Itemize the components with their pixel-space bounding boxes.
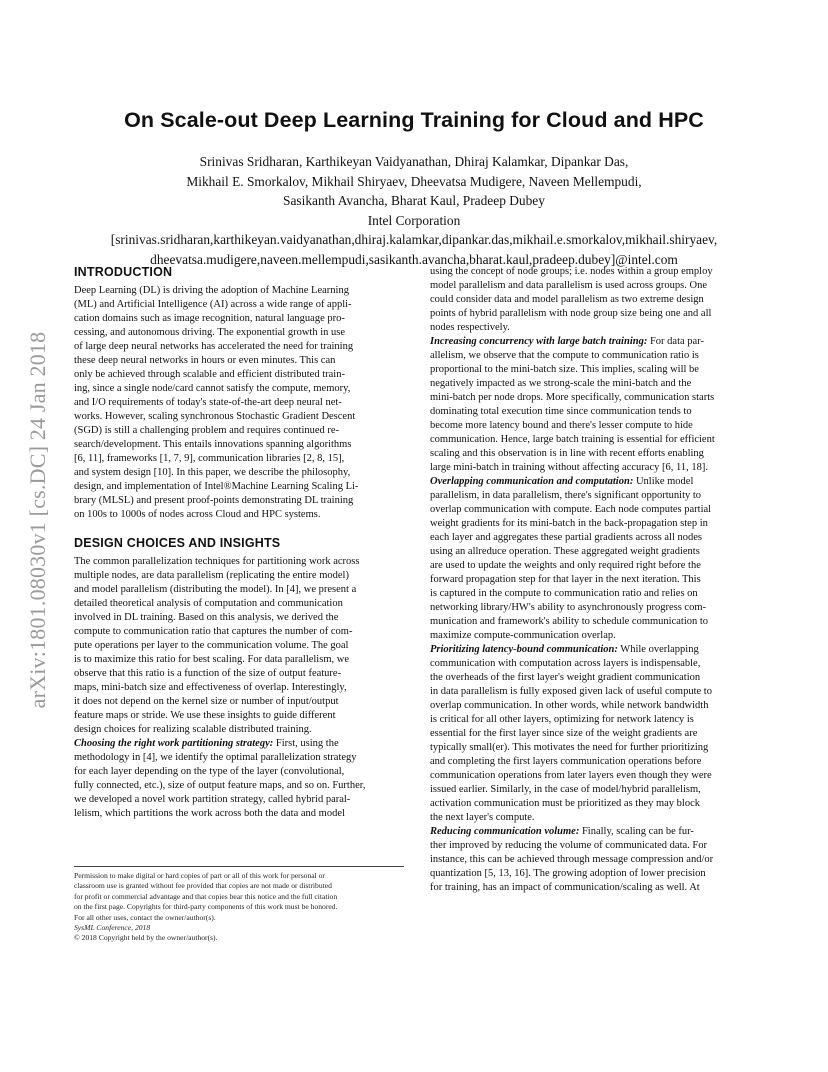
text-line: communication with computation across layers is indispensable, — [430, 658, 701, 669]
introduction-heading: INTRODUCTION — [74, 265, 173, 279]
line-text: First, using the — [273, 738, 339, 749]
text-line: lelism, which partitions the work across both the data and model — [74, 808, 345, 819]
text-line: Deep Learning (DL) is driving the adoption of Machine Learning — [74, 285, 349, 296]
text-line: cessing, and autonomous driving. The exponential growth in use — [74, 327, 346, 338]
text-line: allelism, we observe that the compute to communication ratio is — [430, 350, 699, 361]
line-text: While overlapping — [617, 644, 699, 655]
line-text: For data par- — [647, 336, 704, 347]
text-line: (ML) and Artificial Intelligence (AI) across a wide range of appli- — [74, 299, 352, 310]
text-line: weight gradients for its mini-batch in the back-propagation step in — [430, 518, 708, 529]
line-text: Unlike model — [633, 476, 694, 487]
text-line: parallelism, in data parallelism, there's significant opportunity to — [430, 490, 702, 501]
node-groups-paragraph — [430, 265, 755, 335]
author-block — [80, 152, 748, 269]
text-line: and model parallelism (distributing the model). In [4], we present a — [74, 584, 357, 595]
text-line: each layer and aggregates these partial gradients across all nodes — [430, 532, 703, 543]
large-batch-paragraph — [430, 335, 755, 475]
text-line: negatively impacted as we strong-scale the mini-batch and the — [430, 378, 692, 389]
text-line: (SGD) is still a challenging problem and requires continued re- — [74, 425, 340, 436]
text-line: overlap communication with compute. Each node computes partial — [430, 504, 712, 515]
text-line — [430, 643, 755, 657]
text-line: design choices for realizing scalable distributed training. — [74, 724, 312, 735]
text-line: and I/O requirements of today's state-of-the-art deep neural net- — [74, 397, 342, 408]
text-line: these deep neural networks in hours or even minutes. This can — [74, 355, 336, 366]
text-line: for profit or commercial advantage and that copies bear this notice and the full citation — [74, 891, 338, 901]
introduction-paragraph — [74, 284, 400, 522]
text-line: model parallelism and data parallelism is used across groups. One — [430, 280, 708, 291]
arxiv-id-text: arXiv:1801.08030v1 [cs.DC] 24 Jan 2018 — [25, 331, 50, 709]
text-line: and system design [10]. In this paper, we describe the philosophy, — [74, 467, 351, 478]
text-line: dominating total execution time since communication tends to — [430, 406, 692, 417]
text-line: methodology in [4], we identify the optimal parallelization strategy — [74, 752, 357, 763]
text-line: activation communication must be prioritized as they may block — [430, 798, 701, 809]
text-line: is critical for all other layers, optimizing for network latency is — [430, 714, 694, 725]
affiliation: Intel Corporation — [367, 212, 461, 228]
text-line: it does not depend on the kernel size or number of input/output — [74, 696, 339, 707]
author-line: Srinivas Sridharan, Karthikeyan Vaidyanathan, Dhiraj Kalamkar, Dipankar Das, — [199, 154, 629, 169]
latency-paragraph — [430, 643, 755, 825]
copyright-notice: © 2018 Copyright held by the owner/author(s). — [74, 933, 218, 943]
text-line: Permission to make digital or hard copies of part or all of this work for personal or — [74, 871, 325, 880]
text-line: essential for the first layer since size of the weight gradients are — [430, 728, 698, 739]
text-line: is to maximize this ratio for best scaling. For data parallelism, we — [74, 654, 349, 665]
run-in-heading: Increasing concurrency with large batch training: — [430, 336, 648, 347]
text-line: detailed theoretical analysis of computation and communication — [74, 598, 343, 609]
permission-footnote — [74, 866, 404, 944]
arxiv-identifier-stamp — [20, 270, 56, 770]
left-column — [74, 265, 400, 821]
author-line: Mikhail E. Smorkalov, Mikhail Shiryaev, Dheevatsa Mudigere, Naveen Mellempudi, — [186, 173, 642, 189]
text-line: ing, since a single node/card cannot satisfy the compute, memory, — [74, 383, 351, 394]
paper-title: On Scale-out Deep Learning Training for Cloud and HPC — [124, 108, 704, 132]
text-line: networking library/HW's ability to asynchronously progress com- — [430, 602, 707, 613]
text-line: search/development. This entails innovations spanning algorithms — [74, 439, 352, 450]
text-line: [6, 11], frameworks [1, 7, 9], communication libraries [2, 8, 15], — [74, 453, 345, 464]
text-line: we developed a novel work partition strategy, called hybrid paral- — [74, 794, 351, 805]
text-line: communication operations from later layers even though they were — [430, 770, 712, 781]
text-line: instance, this can be achieved through message compression and/or — [430, 854, 714, 865]
text-line: on the first page. Copyrights for third-party components of this work must be honored. — [74, 902, 338, 912]
text-line: in data parallelism is fully exposed given lack of useful compute to — [430, 686, 712, 697]
text-line: munication and framework's ability to schedule communication to — [430, 616, 709, 627]
text-line: large mini-batch in training without affecting accuracy [6, 11, 18]. — [430, 462, 708, 473]
run-in-heading: Prioritizing latency-bound communication: — [430, 644, 618, 655]
text-line: communication. Hence, large batch training is essential for efficient — [430, 434, 715, 445]
text-line: points of hybrid parallelism with node group size being one and all — [430, 308, 712, 319]
text-line: multiple nodes, are data parallelism (replicating the entire model) — [74, 570, 349, 581]
work-partitioning-paragraph — [74, 737, 400, 821]
text-line — [430, 335, 755, 349]
text-line: brary (MLSL) and present proof-points demonstrating DL training — [74, 495, 354, 506]
text-line: proportional to the mini-batch size. This implies, scaling will be — [430, 364, 699, 375]
conference-name: SysML Conference, 2018 — [74, 923, 151, 933]
text-line: The common parallelization techniques for partitioning work across — [74, 556, 360, 567]
text-line — [74, 737, 400, 751]
text-line: using an allreduce operation. These aggregated weight gradients — [430, 546, 700, 557]
text-line: only be achieved through scalable and efficient distributed train- — [74, 369, 345, 380]
run-in-heading: Reducing communication volume: — [430, 826, 580, 837]
communication-volume-paragraph — [430, 825, 755, 895]
text-line: works. However, scaling synchronous Stochastic Gradient Descent — [74, 411, 356, 422]
text-line: maps, mini-batch size and effectiveness of overlap. Interestingly, — [74, 682, 347, 693]
text-line: on 100s to 1000s of nodes across Cloud and HPC systems. — [74, 509, 321, 520]
author-emails-line: [srinivas.sridharan,karthikeyan.vaidyanathan,dhiraj.kalamkar,dipankar.das,mikhail.e.smorkalov,mikhail.shiryaev, — [110, 232, 718, 247]
text-line: of large deep neural networks has accelerated the need for training — [74, 341, 354, 352]
text-line: quantization [5, 13, 16]. The growing adoption of lower precision — [430, 868, 706, 879]
text-line — [430, 475, 755, 489]
text-line: pute operations per layer to the communication volume. The goal — [74, 640, 349, 651]
author-emails-line: dheevatsa.mudigere,naveen.mellempudi,sasikanth.avancha,bharat.kaul,pradeep.dubey]@intel.com — [150, 251, 678, 267]
text-line: nodes respectively. — [430, 322, 510, 333]
text-line: ther improved by reducing the volume of communicated data. For — [430, 840, 708, 851]
text-line: mini-batch per node drops. More specifically, communication starts — [430, 392, 715, 403]
text-line: fully connected, etc.), size of output feature maps, and so on. Further, — [74, 780, 366, 791]
overlap-paragraph — [430, 475, 755, 643]
text-line: classroom use is granted without fee provided that copies are not made or distributed — [74, 881, 332, 891]
text-line: issued earlier. Similarly, in the case of model/hybrid parallelism, — [430, 784, 701, 795]
text-line: forward propagation step for that layer in the next iteration. This — [430, 574, 701, 585]
text-line: become more latency bound and there's lesser compute to hide — [430, 420, 693, 431]
text-line: for training, has an impact of communication/scaling as well. At — [430, 882, 700, 893]
text-line: observe that this ratio is a function of the size of output feature- — [74, 668, 342, 679]
run-in-heading: Overlapping communication and computation: — [430, 476, 634, 487]
text-line: is captured in the compute to communication ratio and relies on — [430, 588, 698, 599]
text-line: and completing the first layers communication operations before — [430, 756, 702, 767]
text-line: scaling and this observation is in line with recent efforts enabling — [430, 448, 704, 459]
line-text: Finally, scaling can be fur- — [579, 826, 694, 837]
text-line: involved in DL training. Based on this analysis, we derived the — [74, 612, 339, 623]
text-line: the next layer's compute. — [430, 812, 535, 823]
right-column — [430, 265, 755, 895]
text-line: For all other uses, contact the owner/author(s). — [74, 912, 216, 922]
text-line: overlap communication. In other words, while network bandwidth — [430, 700, 709, 711]
run-in-heading: Choosing the right work partitioning strategy: — [74, 738, 274, 749]
text-line: design, and implementation of Intel®Machine Learning Scaling Li- — [74, 481, 359, 492]
design-choices-paragraph — [74, 555, 400, 737]
text-line: compute to communication ratio that captures the number of com- — [74, 626, 353, 637]
author-line: Sasikanth Avancha, Bharat Kaul, Pradeep Dubey — [283, 193, 545, 208]
text-line: cation domains such as image recognition, natural language pro- — [74, 313, 345, 324]
text-line — [430, 825, 755, 839]
text-line: using the concept of node groups; i.e. nodes within a group employ — [430, 266, 713, 277]
text-line: are used to update the weights and only required right before the — [430, 560, 701, 571]
design-choices-heading: DESIGN CHOICES AND INSIGHTS — [74, 536, 281, 550]
text-line: typically small(er). This motivates the need for further prioritizing — [430, 742, 709, 753]
text-line: maximize compute-communication overlap. — [430, 630, 616, 641]
text-line: for each layer depending on the type of the layer (convolutional, — [74, 766, 345, 777]
text-line: could consider data and model parallelism as two extreme design — [430, 294, 704, 305]
text-line: feature maps or stride. We use these insights to guide different — [74, 710, 336, 721]
text-line: the overheads of the first layer's weight gradient communication — [430, 672, 701, 683]
